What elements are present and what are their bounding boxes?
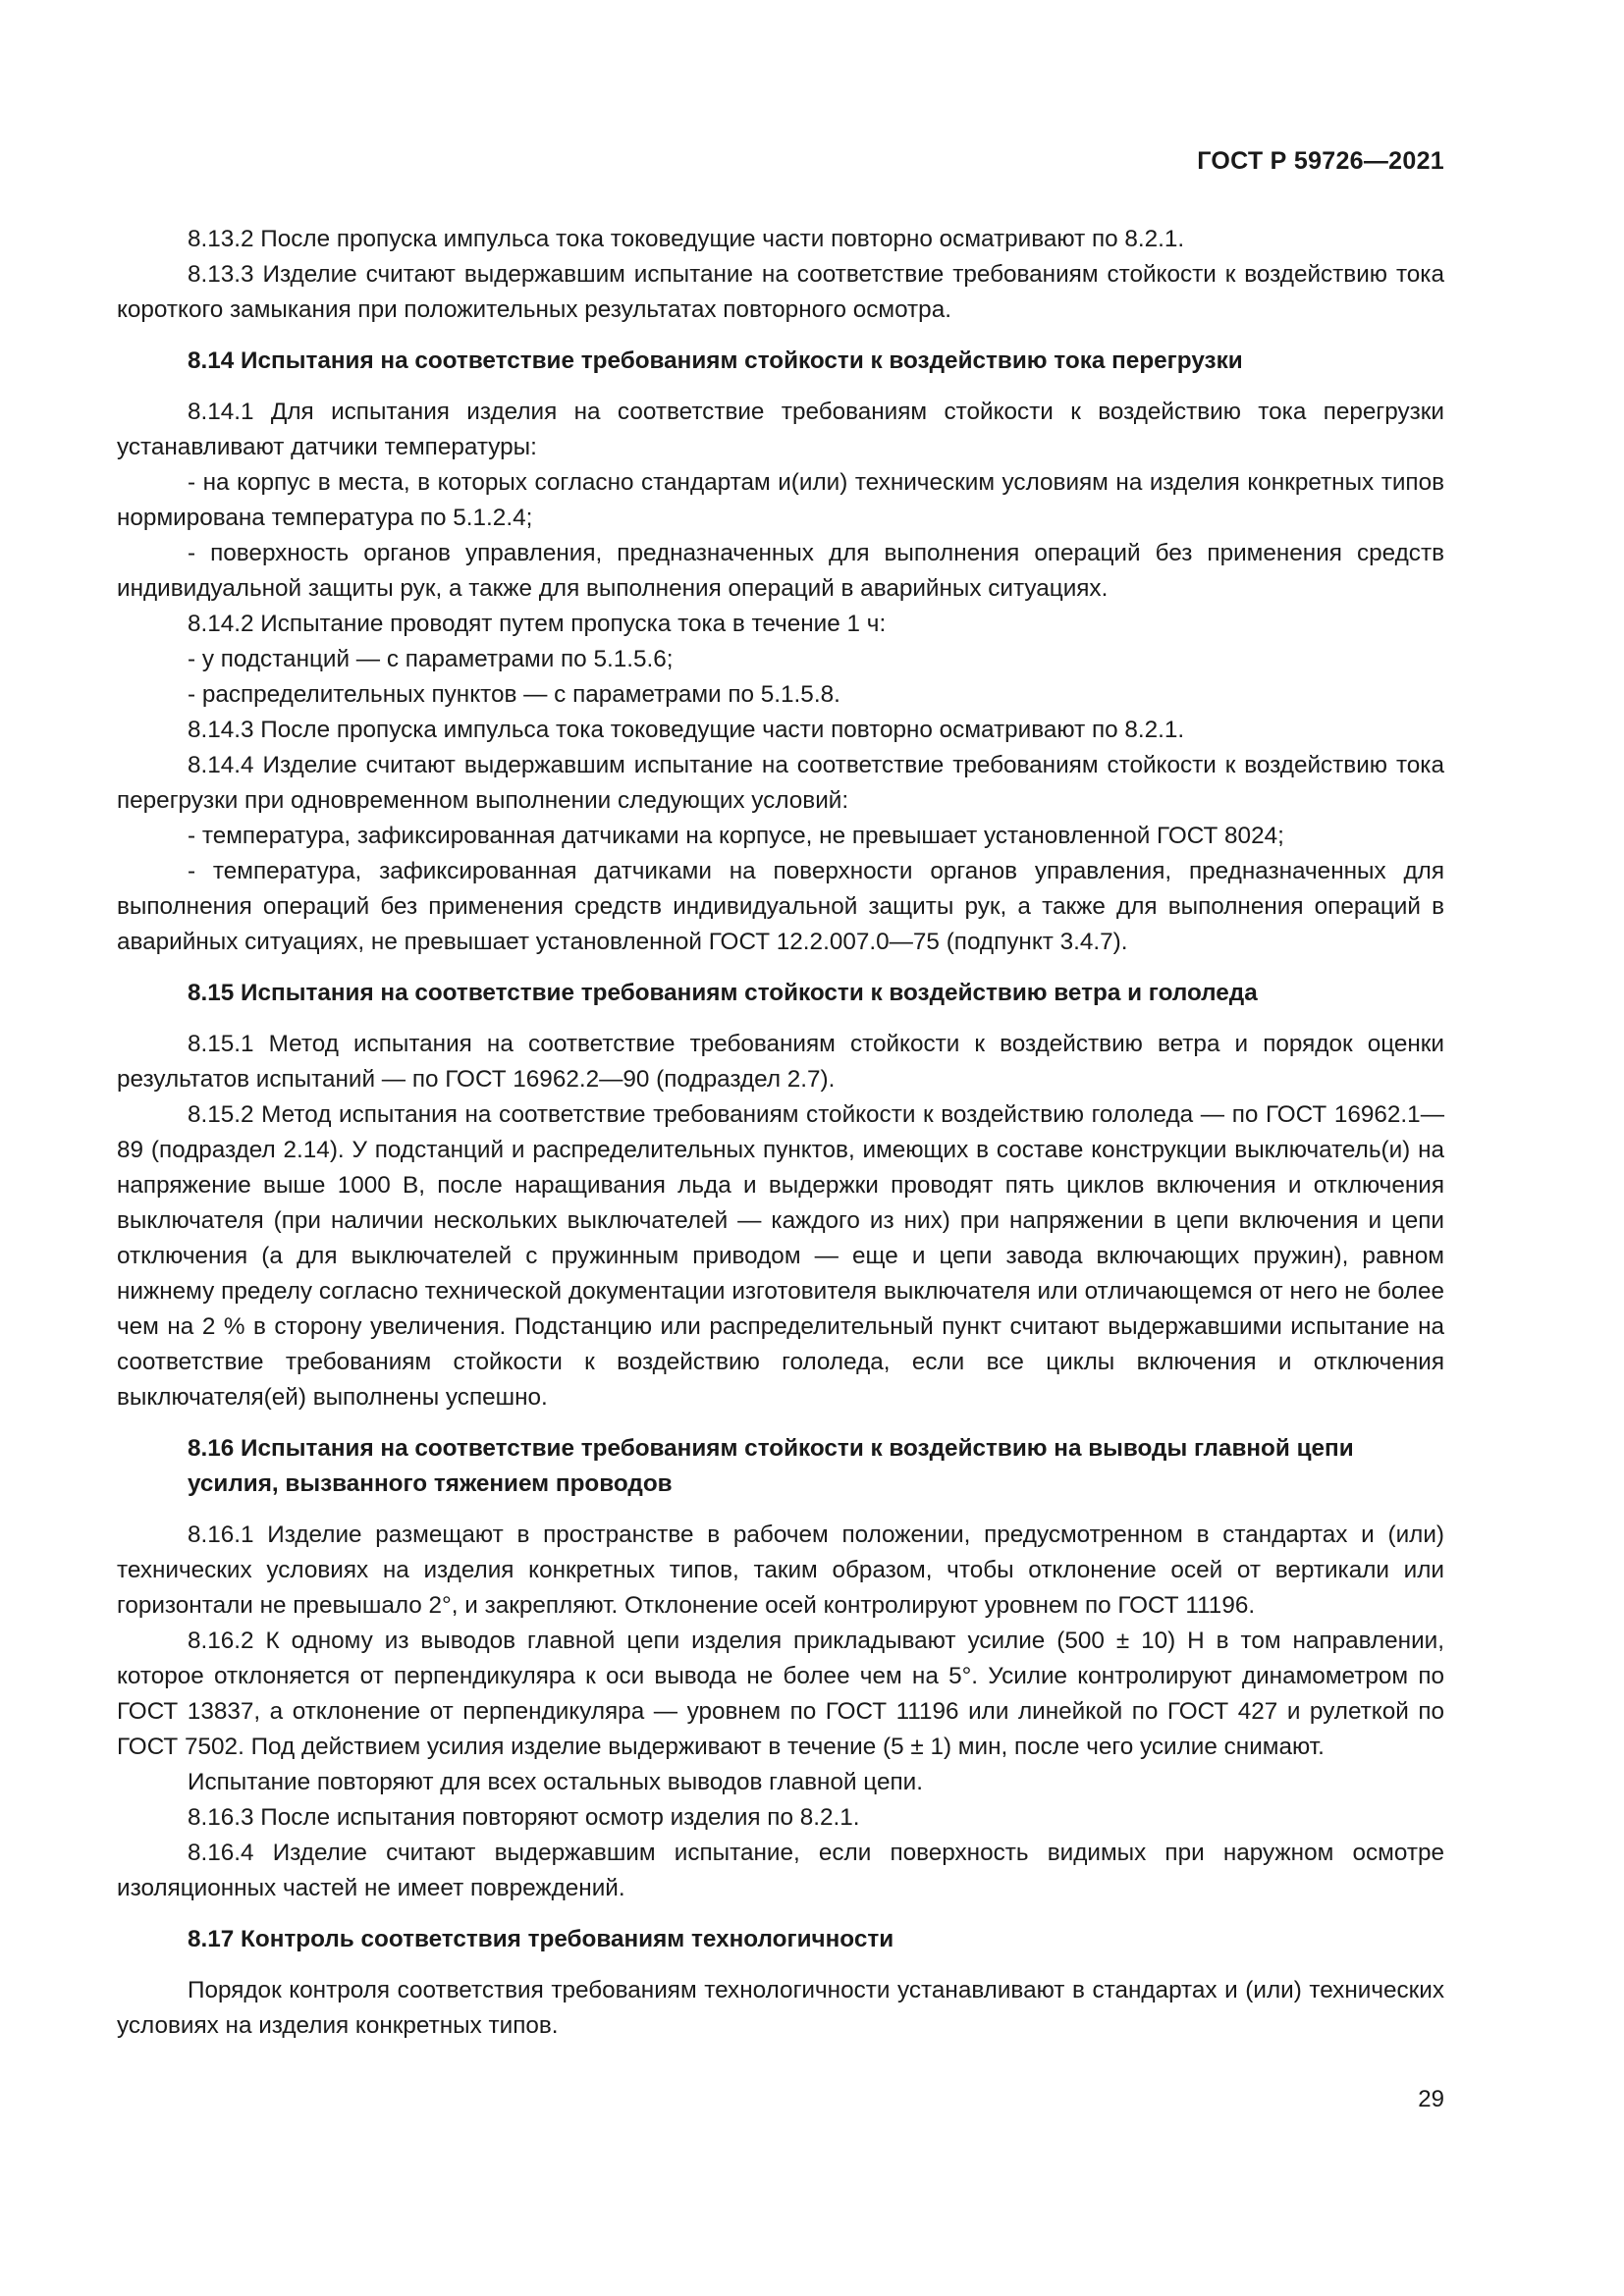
paragraph: 8.16.3 После испытания повторяют осмотр изделия по 8.2.1.: [188, 1804, 860, 1831]
paragraph: 8.13.2 После пропуска импульса тока токоведущие части повторно осматривают по 8.2.1.: [188, 226, 1185, 252]
paragraph: 8.16.4 Изделие считают выдержавшим испытание, если поверхность видимых при наружном осмотре изоляционных частей не имеет повреждений.: [117, 1840, 1444, 1901]
section-heading: 8.16 Испытания на соответствие требованиям стойкости к воздействию на выводы главной цепи усилия, вызванного тяжением проводов: [188, 1435, 1354, 1497]
section-heading: 8.14 Испытания на соответствие требованиям стойкости к воздействию тока перегрузки: [188, 347, 1243, 374]
paragraph: 8.13.3 Изделие считают выдержавшим испытание на соответствие требованиям стойкости к воздействию тока короткого замыкания при положительных результатах повторного осмотра.: [117, 261, 1444, 323]
list-item: - у подстанций — с параметрами по 5.1.5.6;: [188, 646, 674, 672]
section-heading: 8.17 Контроль соответствия требованиям технологичности: [188, 1926, 894, 1952]
paragraph: 8.15.1 Метод испытания на соответствие требованиям стойкости к воздействию ветра и порядок оценки результатов испытаний — по ГОСТ 16962.2—90 (подраздел 2.7).: [117, 1031, 1444, 1093]
list-item: - поверхность органов управления, предназначенных для выполнения операций без применения средств индивидуальной защиты рук, а также для выполнения операций в аварийных ситуациях.: [117, 540, 1444, 602]
paragraph: 8.15.2 Метод испытания на соответствие требованиям стойкости к воздействию гололеда — по ГОСТ 16962.1—89 (подраздел 2.14). У подстанций и распределительных пунктов, имеющих в составе конструкции выключатель(и) на напряжение выше 1000 В, после наращивания льда и выдержки проводят пять циклов включения и отключения выключателя (при наличии нескольких выключателей — каждого из них) при напряжении в цепи включения и цепи отключения (а для выключателей с пружинным приводом — еще и цепи завода включающих пружин), равном нижнему пределу согласно технической документации изготовителя выключателя или отличающемся от него не более чем на 2 % в сторону увеличения. Подстанцию или распределительный пункт считают выдержавшими испытание на соответствие требованиям стойкости к воздействию гололеда, если все циклы включения и отключения выключателя(ей) выполнены успешно.: [117, 1101, 1444, 1411]
list-item: - температура, зафиксированная датчиками на корпусе, не превышает установленной ГОСТ 8024;: [188, 823, 1284, 849]
paragraph: 8.16.2 К одному из выводов главной цепи изделия прикладывают усилие (500 ± 10) Н в том направлении, которое отклоняется от перпендикуляра к оси вывода не более чем на 5°. Усилие контролируют динамометром по ГОСТ 13837, а отклонение от перпендикуляра — уровнем по ГОСТ 11196 или линейкой по ГОСТ 427 и рулеткой по ГОСТ 7502. Под действием усилия изделие выдерживают в течение (5 ± 1) мин, после чего усилие снимают.: [117, 1628, 1444, 1760]
list-item: - на корпус в места, в которых согласно стандартам и(или) техническим условиям на изделия конкретных типов нормирована температура по 5.1.2.4;: [117, 469, 1444, 531]
paragraph: 8.14.4 Изделие считают выдержавшим испытание на соответствие требованиям стойкости к воздействию тока перегрузки при одновременном выполнении следующих условий:: [117, 752, 1444, 814]
paragraph: 8.14.3 После пропуска импульса тока токоведущие части повторно осматривают по 8.2.1.: [188, 717, 1185, 743]
document-body: [117, 222, 1444, 2044]
page-number: 29: [1418, 2086, 1444, 2112]
document-code-header: ГОСТ Р 59726—2021: [1197, 147, 1444, 175]
list-item: - температура, зафиксированная датчиками на поверхности органов управления, предназначенных для выполнения операций без применения средств индивидуальной защиты рук, а также для выполнения операций в аварийных ситуациях, не превышает установленной ГОСТ 12.2.007.0—75 (подпункт 3.4.7).: [117, 858, 1444, 955]
list-item: - распределительных пунктов — с параметрами по 5.1.5.8.: [188, 681, 840, 708]
section-heading: 8.15 Испытания на соответствие требованиям стойкости к воздействию ветра и гололеда: [188, 980, 1258, 1006]
paragraph: Порядок контроля соответствия требованиям технологичности устанавливают в стандартах и (или) технических условиях на изделия конкретных типов.: [117, 1977, 1444, 2039]
paragraph: 8.16.1 Изделие размещают в пространстве в рабочем положении, предусмотренном в стандартах и (или) технических условиях на изделия конкретных типов, таким образом, чтобы отклонение осей от вертикали или горизонтали не превышало 2°, и закрепляют. Отклонение осей контролируют уровнем по ГОСТ 11196.: [117, 1522, 1444, 1619]
paragraph: 8.14.1 Для испытания изделия на соответствие требованиям стойкости к воздействию тока перегрузки устанавливают датчики температуры:: [117, 399, 1444, 460]
paragraph: 8.14.2 Испытание проводят путем пропуска тока в течение 1 ч:: [188, 611, 887, 637]
paragraph: Испытание повторяют для всех остальных выводов главной цепи.: [188, 1769, 923, 1795]
